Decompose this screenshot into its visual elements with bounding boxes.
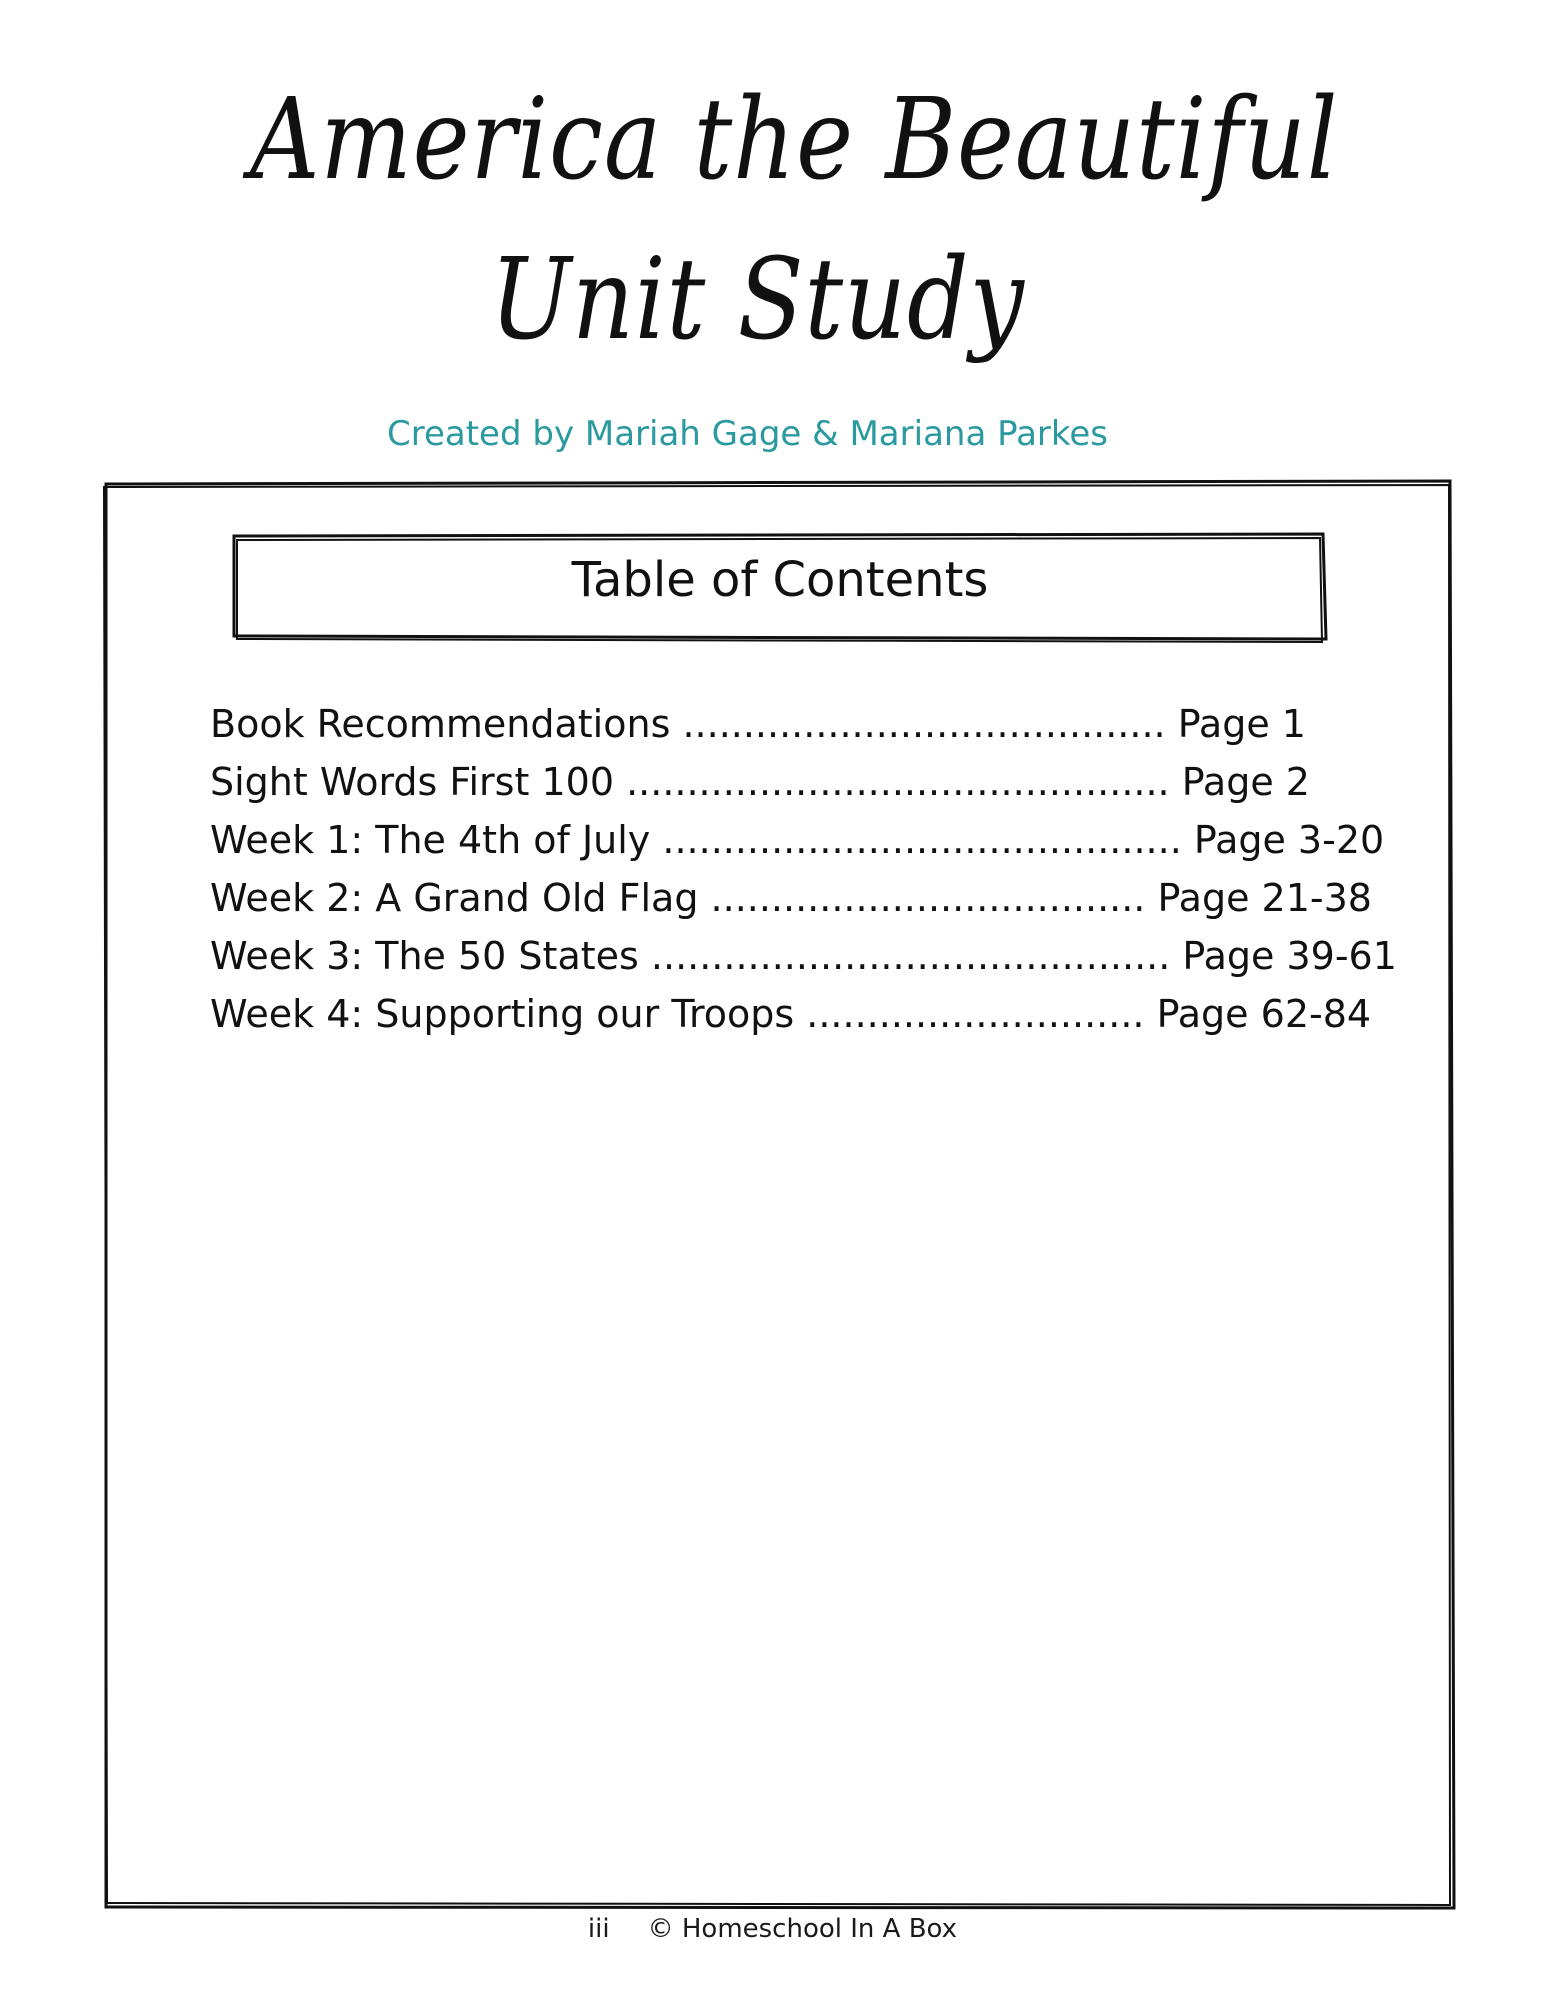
toc-item-page: Page 3-20 [1193, 818, 1385, 862]
toc-list [210, 695, 1397, 1043]
toc-leader-dots: ............................................. [614, 760, 1182, 804]
toc-item-week-1[interactable] [210, 811, 1385, 869]
toc-leader-dots: ........................................... [638, 934, 1183, 978]
toc-item-page: Page 2 [1181, 760, 1310, 804]
copyright-notice: © Homeschool In A Box [647, 1914, 958, 1944]
toc-item-page: Page 62-84 [1156, 992, 1372, 1036]
toc-item-label: Week 3: The 50 States [210, 934, 639, 978]
toc-item-label: Book Recommendations [210, 702, 671, 746]
page-footer [0, 1912, 1545, 1946]
author-byline: Created by Mariah Gage & Mariana Parkes [387, 414, 1108, 454]
toc-item-label: Sight Words First 100 [210, 760, 614, 804]
toc-leader-dots: .................................... [698, 876, 1158, 920]
toc-item-week-3[interactable] [210, 927, 1397, 985]
toc-leader-dots: ........................................ [670, 702, 1178, 746]
page-number: iii [587, 1914, 610, 1944]
document-title-line-2: Unit Study [490, 235, 1025, 365]
toc-item-page: Page 39-61 [1182, 934, 1397, 978]
toc-item-label: Week 4: Supporting our Troops [210, 992, 795, 1036]
toc-item-book-recommendations[interactable] [210, 695, 1340, 753]
toc-item-sight-words[interactable] [210, 753, 1340, 811]
toc-item-label: Week 1: The 4th of July [210, 818, 651, 862]
toc-heading: Table of Contents [571, 552, 989, 608]
toc-leader-dots: ........................................... [650, 818, 1194, 862]
toc-item-page: Page 1 [1177, 702, 1306, 746]
toc-item-page: Page 21-38 [1157, 876, 1372, 920]
document-title-line-1: America the Beautiful [250, 75, 1339, 205]
toc-item-week-4[interactable] [210, 985, 1372, 1043]
toc-item-label: Week 2: A Grand Old Flag [210, 876, 699, 920]
toc-item-week-2[interactable] [210, 869, 1372, 927]
toc-leader-dots: ............................ [794, 992, 1157, 1036]
